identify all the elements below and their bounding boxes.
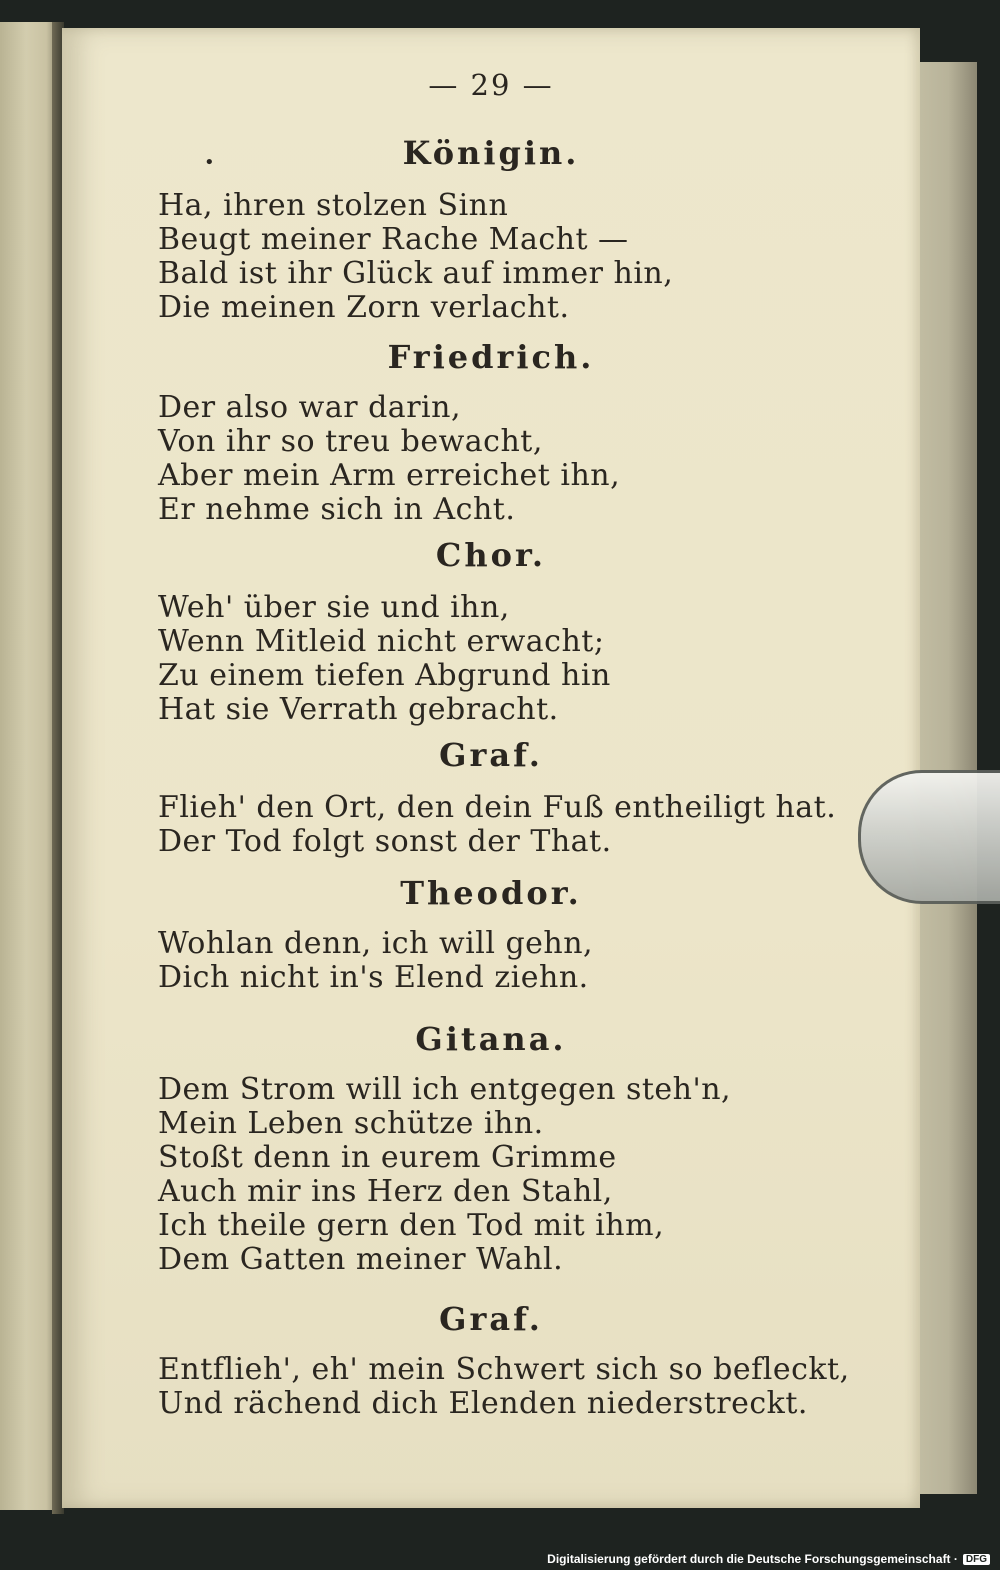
verse-line: Er nehme sich in Acht.: [158, 492, 516, 527]
bullet-mark: •: [204, 152, 215, 173]
speaker-graf-2: Graf.: [439, 1300, 543, 1338]
verse-line: Der Tod folgt sonst der That.: [158, 824, 612, 859]
verse-line: Von ihr so treu bewacht,: [158, 424, 543, 459]
verse-line: Und rächend dich Elenden niederstreckt.: [158, 1386, 808, 1421]
verse-line: Weh' über sie und ihn,: [158, 590, 510, 625]
speaker-gitana: Gitana.: [415, 1020, 567, 1058]
verse-line: Entflieh', eh' mein Schwert sich so befleckt,: [158, 1352, 850, 1387]
verse-line: Die meinen Zorn verlacht.: [158, 290, 570, 325]
footer-text: Digitalisierung gefördert durch die Deutsche Forschungsgemeinschaft ·: [547, 1552, 958, 1566]
book-page: [62, 28, 920, 1508]
speaker-koenigin: Königin.: [402, 134, 580, 172]
verse-line: Der also war darin,: [158, 390, 461, 425]
verse-line: Dich nicht in's Elend ziehn.: [158, 960, 589, 995]
speaker-chor: Chor.: [435, 536, 547, 574]
footer-credit: [547, 1552, 990, 1566]
verse-line: Flieh' den Ort, den dein Fuß entheiligt hat.: [158, 790, 837, 825]
verse-line: Zu einem tiefen Abgrund hin: [158, 658, 611, 693]
page-clip-bookmark: [858, 770, 1000, 904]
verse-line: Bald ist ihr Glück auf immer hin,: [158, 256, 674, 291]
verse-line: Dem Gatten meiner Wahl.: [158, 1242, 564, 1277]
verse-line: Ha, ihren stolzen Sinn: [158, 188, 509, 223]
left-page-edge: [0, 22, 58, 1510]
verse-line: Dem Strom will ich entgegen steh'n,: [158, 1072, 732, 1107]
verse-line: Hat sie Verrath gebracht.: [158, 692, 559, 727]
verse-line: Auch mir ins Herz den Stahl,: [158, 1174, 613, 1209]
verse-line: Wenn Mitleid nicht erwacht;: [158, 624, 605, 659]
speaker-theodor: Theodor.: [400, 874, 582, 912]
verse-line: Wohlan denn, ich will gehn,: [158, 926, 594, 961]
verse-line: Ich theile gern den Tod mit ihm,: [158, 1208, 665, 1243]
verse-line: Stoßt denn in eurem Grimme: [158, 1140, 617, 1175]
speaker-friedrich: Friedrich.: [387, 338, 595, 376]
dfg-logo: DFG: [963, 1554, 990, 1565]
page-number: — 29 —: [428, 68, 554, 102]
speaker-graf: Graf.: [439, 736, 543, 774]
verse-line: Beugt meiner Rache Macht —: [158, 222, 629, 257]
verse-line: Aber mein Arm erreichet ihn,: [158, 458, 621, 493]
verse-line: Mein Leben schütze ihn.: [158, 1106, 544, 1141]
